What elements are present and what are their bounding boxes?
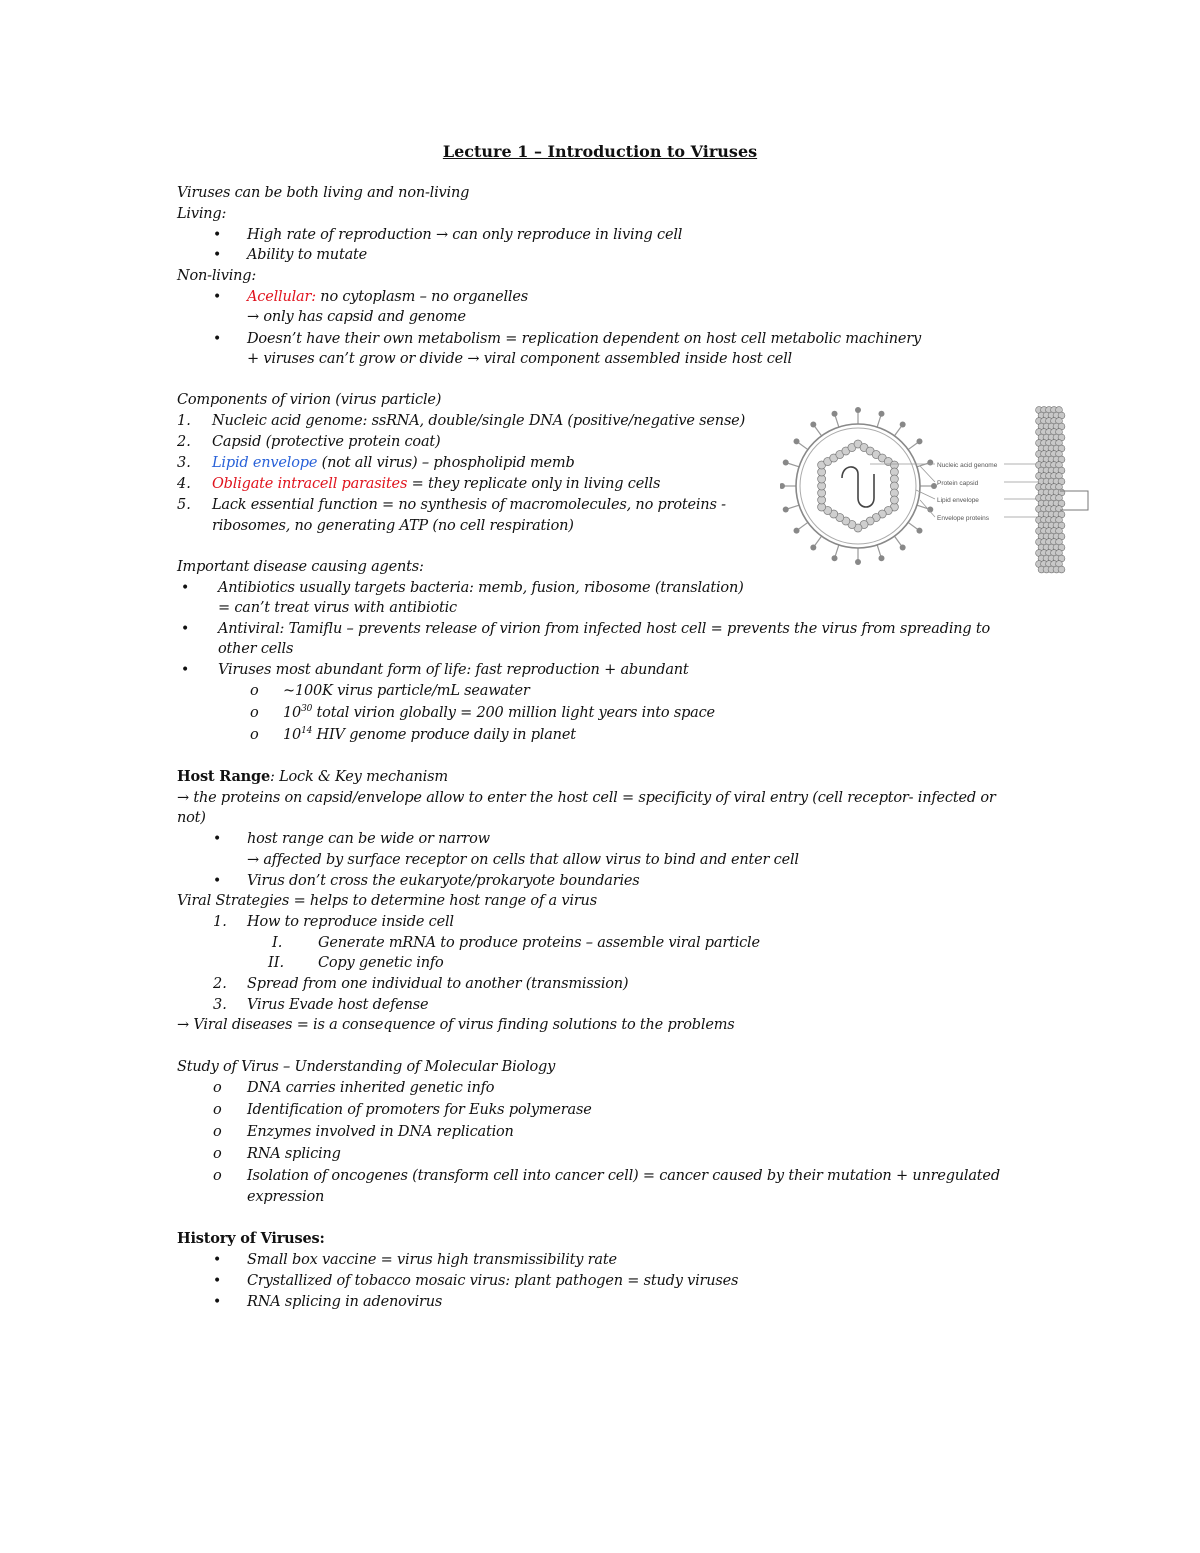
roman-number: II. <box>268 955 285 971</box>
nonliving-label: Non-living: <box>177 268 257 284</box>
bullet: • <box>181 580 190 596</box>
bullet: • <box>213 289 222 305</box>
sub-bullet: o <box>213 1080 222 1096</box>
sub-bullet: o <box>250 683 259 699</box>
bullet: • <box>181 662 190 678</box>
envelope-protein <box>855 407 861 413</box>
bullet: • <box>213 873 222 889</box>
strategy-subitem: Generate mRNA to produce proteins – assemble viral particle <box>318 935 760 951</box>
host-range-title: Host Range <box>177 768 270 785</box>
host-range-item: host range can be wide or narrow <box>247 831 490 847</box>
metabolism-line: + viruses can’t grow or divide → viral component assembled inside host cell <box>247 351 792 367</box>
envelope-protein-stalk <box>798 522 808 529</box>
lipid-envelope-rest: (not all virus) – phospholipid memb <box>317 455 575 471</box>
list-number: 2. <box>177 434 191 450</box>
capsomere <box>890 496 898 504</box>
study-item: DNA carries inherited genetic info <box>247 1080 495 1096</box>
obligate-parasites-term: Obligate intracell parasites <box>212 476 408 492</box>
figure-label-capsid: Protein capsid <box>937 480 979 487</box>
strategy-item: How to reproduce inside cell <box>247 914 454 930</box>
envelope-protein <box>783 460 789 466</box>
sub-bullet: o <box>213 1102 222 1118</box>
viral-strategies: Viral Strategies = helps to determine host range of a virus <box>177 893 597 909</box>
history-item: Small box vaccine = virus high transmissibility rate <box>247 1252 617 1268</box>
bullet: • <box>213 1273 222 1289</box>
envelope-protein <box>810 544 816 550</box>
disease-item: Antibiotics usually targets bacteria: memb, fusion, ribosome (translation) <box>218 580 744 596</box>
sub-bullet: o <box>250 727 259 743</box>
study-heading: Study of Virus – Understanding of Molecular Biology <box>177 1059 556 1075</box>
figure-label-genome: Nucleic acid genome <box>937 462 998 469</box>
history-item: Crystallized of tobacco mosaic virus: plant pathogen = study viruses <box>247 1273 739 1289</box>
lipid-envelope-term: Lipid envelope <box>212 455 318 471</box>
envelope-protein-stalk <box>835 416 839 427</box>
component-item: Capsid (protective protein coat) <box>212 434 441 450</box>
envelope-protein-stalk <box>877 545 881 556</box>
component-item: Lack essential function = no synthesis of macromolecules, no proteins - <box>212 497 726 513</box>
bullet: • <box>213 227 222 243</box>
metabolism-line: Doesn’t have their own metabolism = replication dependent on host cell metabolic machinery <box>247 331 922 347</box>
envelope-protein-stalk <box>815 426 822 436</box>
study-item: expression <box>247 1189 325 1205</box>
figure-label-envelope: Lipid envelope <box>937 497 979 504</box>
sub-bullet: o <box>213 1168 222 1184</box>
strategy-subitem: Copy genetic info <box>318 955 444 971</box>
helical-subunit <box>1058 566 1065 573</box>
component-item: ribosomes, no generating ATP (no cell respiration) <box>212 518 574 534</box>
envelope-protein-stalk <box>815 536 822 546</box>
acellular-rest: no cytoplasm – no organelles <box>315 289 528 305</box>
envelope-protein-stalk <box>835 545 839 556</box>
envelope-protein <box>927 460 933 466</box>
disease-item: Viruses most abundant form of life: fast reproduction + abundant <box>218 662 689 678</box>
disease-item: Antiviral: Tamiflu – prevents release of virion from infected host cell = prevents the virus from spreading to <box>218 621 991 637</box>
power-exponent: 30 <box>301 704 313 715</box>
list-number: 1. <box>213 914 227 930</box>
envelope-protein-stalk <box>798 443 808 450</box>
power-base: 10 <box>283 727 302 743</box>
virion-diagram <box>780 398 1096 578</box>
abundance-fact <box>283 725 576 745</box>
list-number: 3. <box>177 455 191 471</box>
envelope-protein <box>900 544 906 550</box>
envelope-protein <box>878 555 884 561</box>
host-range-line: → the proteins on capsid/envelope allow to enter the host cell = specificity of viral entry (cell receptor- infected or <box>177 790 996 806</box>
study-item: RNA splicing <box>247 1146 341 1162</box>
helical-capsid <box>1036 407 1065 573</box>
conclusion: → Viral diseases = is a consequence of virus finding solutions to the problems <box>177 1017 735 1033</box>
envelope-protein <box>832 555 838 561</box>
components-heading: Components of virion (virus particle) <box>177 392 442 408</box>
abundance-fact: ~100K virus particle/mL seawater <box>283 683 530 699</box>
envelope-protein <box>916 438 922 444</box>
bullet: • <box>213 1252 222 1268</box>
list-number: 1. <box>177 413 191 429</box>
host-range-item: → affected by surface receptor on cells that allow virus to bind and enter cell <box>247 852 799 868</box>
acellular-term: Acellular: <box>247 289 316 305</box>
acellular-cont: → only has capsid and genome <box>247 309 466 325</box>
roman-number: I. <box>272 935 283 951</box>
study-item: Isolation of oncogenes (transform cell into cancer cell) = cancer caused by their mutation + unregulated <box>247 1168 1000 1184</box>
abundance-fact <box>283 703 715 723</box>
host-range-line: not) <box>177 810 206 826</box>
envelope-protein-stalk <box>788 505 799 509</box>
bullet: • <box>213 831 222 847</box>
envelope-protein-stalk <box>788 463 799 467</box>
intro-line: Viruses can be both living and non-living <box>177 185 470 201</box>
sub-bullet: o <box>250 705 259 721</box>
strategy-item: Spread from one individual to another (transmission) <box>247 976 629 992</box>
host-range-item: Virus don’t cross the eukaryote/prokaryote boundaries <box>247 873 640 889</box>
bullet: • <box>213 1294 222 1310</box>
list-number: 3. <box>213 997 227 1013</box>
host-range-heading <box>177 767 448 787</box>
envelope-protein <box>900 422 906 428</box>
envelope-protein-stalk <box>908 522 918 529</box>
envelope-protein <box>916 528 922 534</box>
history-heading: History of Viruses: <box>177 1230 325 1247</box>
study-item: Identification of promoters for Euks polymerase <box>247 1102 592 1118</box>
history-item: RNA splicing in adenovirus <box>247 1294 443 1310</box>
envelope-protein-stalk <box>894 536 901 546</box>
envelope-protein <box>783 506 789 512</box>
envelope-protein-stalk <box>877 416 881 427</box>
power-exponent: 14 <box>301 726 313 737</box>
bullet: • <box>213 247 222 263</box>
power-base: 10 <box>283 705 302 721</box>
disease-item: other cells <box>218 641 294 657</box>
envelope-protein-stalk <box>908 443 918 450</box>
sub-bullet: o <box>213 1146 222 1162</box>
abundance-fact-text: total virion globally = 200 million light years into space <box>312 705 715 721</box>
figure-label-envelope-proteins: Envelope proteins <box>937 515 990 522</box>
component-item <box>212 453 575 473</box>
sub-bullet: o <box>213 1124 222 1140</box>
list-number: 5. <box>177 497 191 513</box>
component-item: Nucleic acid genome: ssRNA, double/single DNA (positive/negative sense) <box>212 413 746 429</box>
envelope-protein <box>832 411 838 417</box>
living-label: Living: <box>177 206 227 222</box>
strategy-item: Virus Evade host defense <box>247 997 429 1013</box>
list-number: 2. <box>213 976 227 992</box>
component-item <box>212 474 660 494</box>
envelope-protein <box>878 411 884 417</box>
envelope-protein <box>794 528 800 534</box>
envelope-protein <box>794 438 800 444</box>
disease-item: = can’t treat virus with antibiotic <box>218 600 457 616</box>
disease-heading: Important disease causing agents: <box>177 559 424 575</box>
envelope-protein <box>780 483 785 489</box>
living-item: Ability to mutate <box>247 247 368 263</box>
study-item: Enzymes involved in DNA replication <box>247 1124 514 1140</box>
abundance-fact-text: HIV genome produce daily in planet <box>312 727 576 743</box>
envelope-protein <box>855 559 861 565</box>
acellular-item <box>247 287 528 307</box>
envelope-protein <box>810 422 816 428</box>
bullet: • <box>213 331 222 347</box>
living-item: High rate of reproduction → can only reproduce in living cell <box>247 227 683 243</box>
host-range-subtitle: : Lock & Key mechanism <box>269 769 448 785</box>
page-title: Lecture 1 – Introduction to Viruses <box>442 142 758 161</box>
list-number: 4. <box>177 476 191 492</box>
bullet: • <box>181 621 190 637</box>
obligate-parasites-rest: = they replicate only in living cells <box>407 476 661 492</box>
envelope-protein-stalk <box>894 426 901 436</box>
